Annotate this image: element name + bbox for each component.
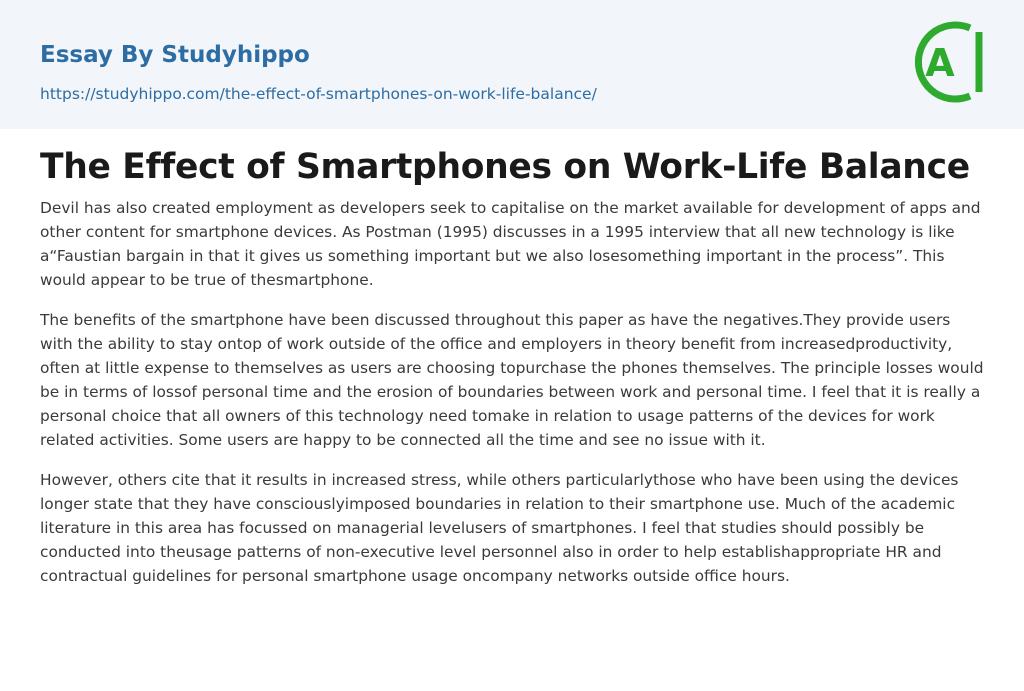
essay-article (40, 144, 984, 604)
studyhippo-logo-icon[interactable] (906, 18, 990, 106)
essay-url-link[interactable]: https://studyhippo.com/the-effect-of-smartphones-on-work-life-balance/ (40, 85, 597, 103)
logo-letter: A (925, 41, 955, 85)
brand-title: Essay By Studyhippo (40, 42, 310, 68)
essay-paragraph-1: Devil has also created employment as developers seek to capitalise on the market available for development of apps and other content for smartphone devices. As Postman (1995) discusses in a 1995 interview that all new technology is like a“Faustian bargain in that it gives us something important but we also losesomething important in the process”. This would appear to be true of thesmartphone. (40, 199, 981, 289)
site-header (0, 0, 1024, 129)
essay-title: The Effect of Smartphones on Work-Life Balance (40, 147, 970, 187)
essay-paragraph-3: However, others cite that it results in increased stress, while others particularlythose who have been using the devices longer state that they have consciouslyimposed boundaries in relation to their smartphone use. Much of the academic literature in this area has focussed on managerial levelusers of smartphones. I feel that studies should possibly be conducted into theusage patterns of non-executive level personnel also in order to help establishappropriate HR and contractual guidelines for personal smartphone usage oncompany networks outside office hours. (40, 471, 959, 585)
essay-paragraph-2: The benefits of the smartphone have been discussed throughout this paper as have the negatives.They provide users with the ability to stay ontop of work outside of the office and employers in theory benefit from increasedproductivity, often at little expense to themselves as users are choosing topurchase the phones themselves. The principle losses would be in terms of lossof personal time and the erosion of boundaries between work and personal time. I feel that it is really a personal choice that all owners of this technology need tomake in relation to usage patterns of the devices for work related activities. Some users are happy to be connected all the time and see no issue with it. (40, 311, 984, 449)
